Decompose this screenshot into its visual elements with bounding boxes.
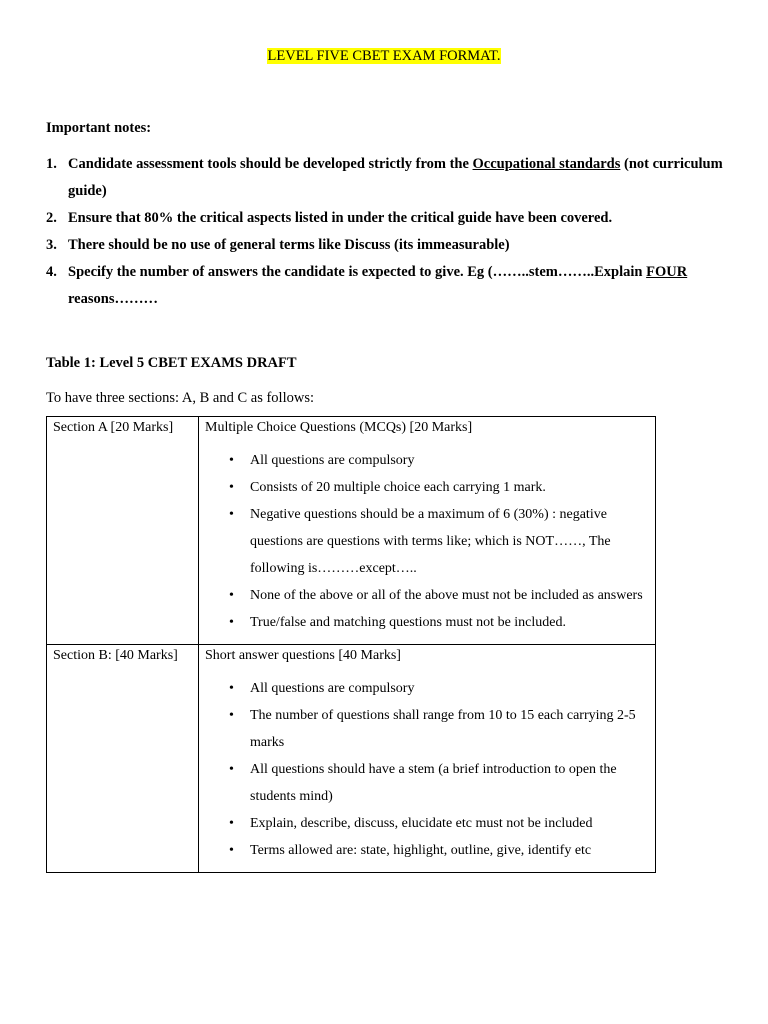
table-caption: Table 1: Level 5 CBET EXAMS DRAFT bbox=[46, 355, 297, 371]
section-label-cell: Section B: [40 Marks] bbox=[47, 645, 199, 873]
section-content-cell bbox=[199, 645, 656, 873]
section-heading: Multiple Choice Questions (MCQs) [20 Marks] bbox=[205, 420, 473, 435]
note-item bbox=[46, 205, 726, 232]
sections-table bbox=[46, 416, 656, 873]
note-item bbox=[46, 259, 726, 313]
note-text: Specify the number of answers the candidate is expected to give. Eg (……..stem……..Explain bbox=[68, 264, 647, 280]
section-heading: Short answer questions [40 Marks] bbox=[205, 648, 401, 663]
list-item: • True/false and matching questions must not be included. bbox=[205, 609, 649, 636]
list-item: • All questions are compulsory bbox=[205, 675, 649, 702]
note-item bbox=[46, 151, 726, 205]
table-row bbox=[47, 417, 656, 645]
list-item: • None of the above or all of the above must not be included as answers bbox=[205, 582, 649, 609]
notes-list bbox=[46, 151, 726, 313]
list-item: • Negative questions should be a maximum of 6 (30%) : negative questions are questions with terms like; which is NOT……, The following is………except….. bbox=[205, 501, 649, 582]
section-bullet-list bbox=[205, 447, 649, 636]
notes-heading: Important notes: bbox=[46, 120, 152, 136]
note-number: 2. bbox=[46, 210, 57, 226]
note-text: (not curriculum guide) bbox=[68, 156, 723, 199]
four-underline: FOUR bbox=[646, 264, 688, 280]
list-item: • The number of questions shall range from 10 to 15 each carrying 2-5 marks bbox=[205, 702, 649, 756]
note-item bbox=[46, 232, 726, 259]
note-number: 3. bbox=[46, 237, 57, 253]
note-text: There should be no use of general terms like Discuss (its immeasurable) bbox=[68, 237, 510, 253]
note-number: 1. bbox=[46, 156, 57, 172]
list-item: • All questions are compulsory bbox=[205, 447, 649, 474]
note-text: Candidate assessment tools should be developed strictly from the bbox=[68, 156, 473, 172]
section-bullet-list bbox=[205, 675, 649, 864]
list-item: • All questions should have a stem (a brief introduction to open the students mind) bbox=[205, 756, 649, 810]
list-item: • Consists of 20 multiple choice each carrying 1 mark. bbox=[205, 474, 649, 501]
section-label-cell: Section A [20 Marks] bbox=[47, 417, 199, 645]
document-title-highlight: LEVEL FIVE CBET EXAM FORMAT. bbox=[267, 48, 501, 64]
occupational-standards-underline: Occupational standards bbox=[472, 156, 621, 172]
note-text: reasons……… bbox=[68, 291, 158, 307]
table-intro: To have three sections: A, B and C as follows: bbox=[46, 390, 314, 406]
list-item: • Terms allowed are: state, highlight, outline, give, identify etc bbox=[205, 837, 649, 864]
section-content-cell bbox=[199, 417, 656, 645]
table-row bbox=[47, 645, 656, 873]
note-number: 4. bbox=[46, 264, 57, 280]
list-item: • Explain, describe, discuss, elucidate etc must not be included bbox=[205, 810, 649, 837]
note-text: Ensure that 80% the critical aspects listed in under the critical guide have been covered. bbox=[68, 210, 613, 226]
document-title bbox=[0, 47, 768, 65]
